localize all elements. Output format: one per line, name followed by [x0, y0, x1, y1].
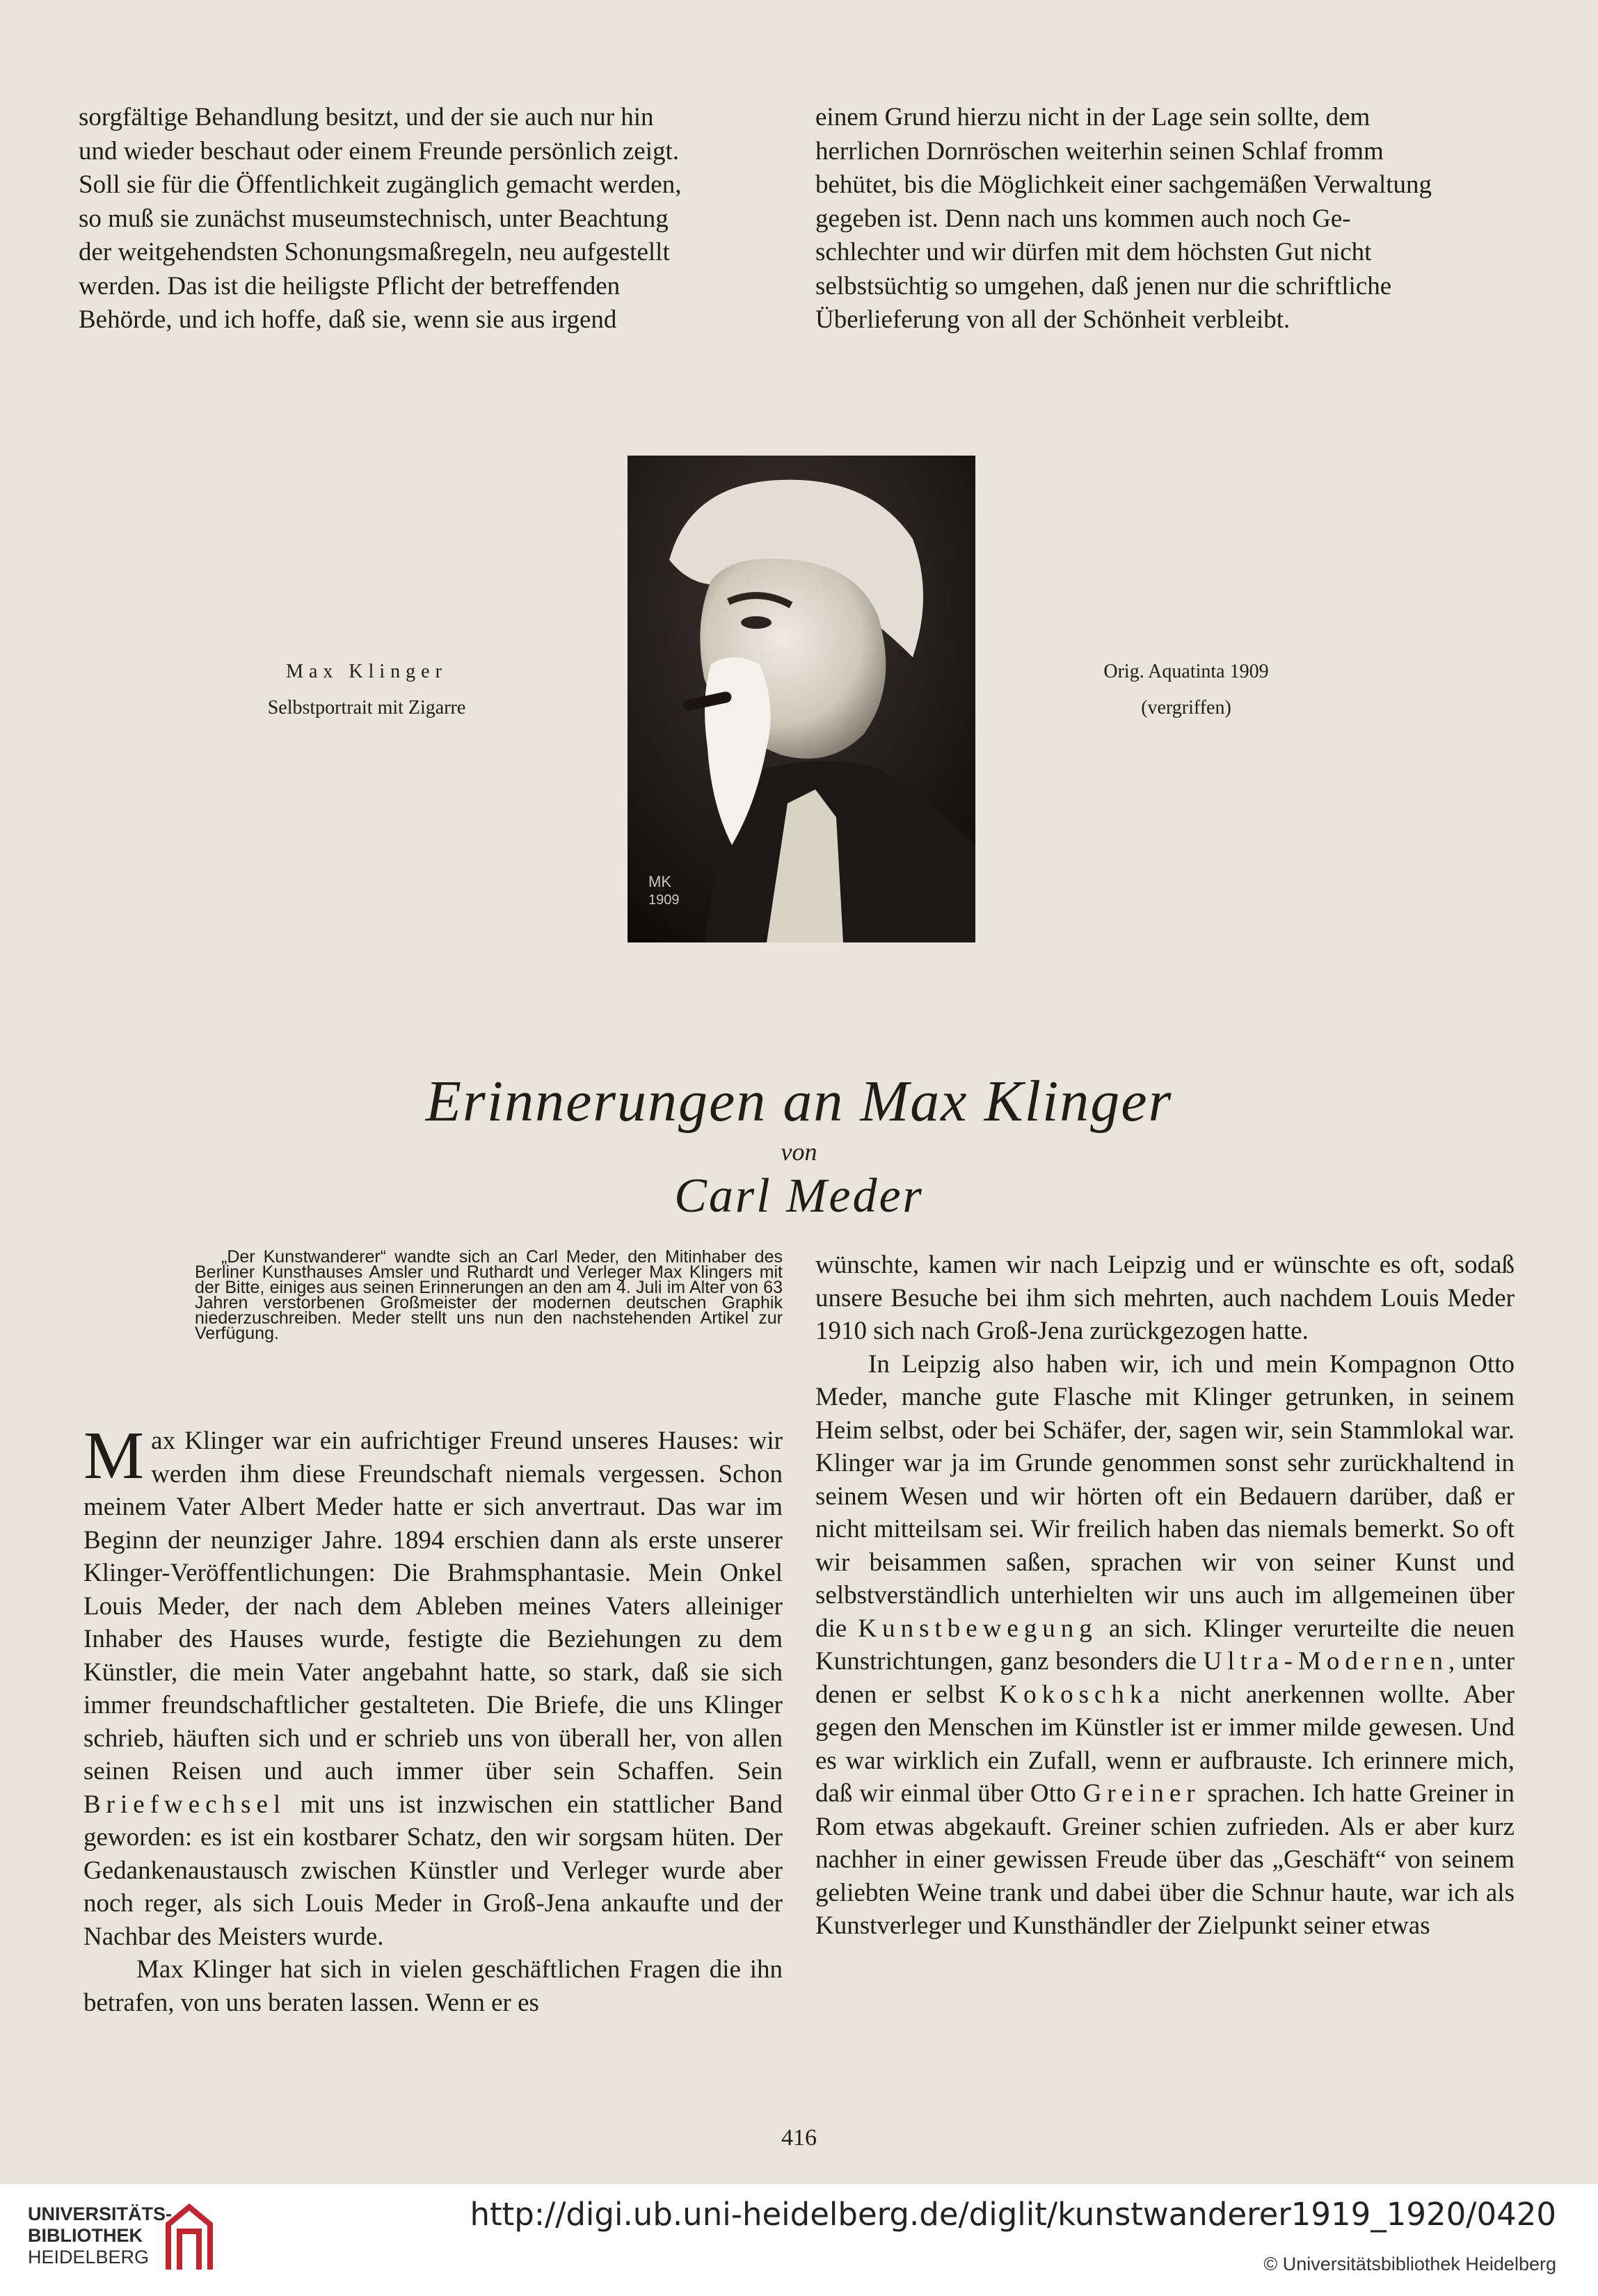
- source-url-link[interactable]: http://digi.ub.uni-heidelberg.de/diglit/kunstwanderer1919_1920/0420: [470, 2196, 1556, 2233]
- emphasis-greiner: Greiner: [1082, 1779, 1201, 1808]
- drop-cap: M: [83, 1418, 145, 1493]
- library-logo-icon: [161, 2203, 217, 2273]
- text-line: gegeben ist. Denn nach uns kommen auch noch Ge-: [815, 204, 1351, 233]
- caption-left: [214, 654, 520, 726]
- editorial-intro-note: „Der Kunstwanderer“ wandte sich an Carl Meder, den Mitinhaber des Berliner Kunsthauses Amsler und Ruthardt und Verleger Max Klingers mit der Bitte, einiges aus seinen Erinnerungen an den am 4. Juli im Alter von 63 Jahren verstorbenen Großmeister der modernen deutschen Graphik niederzuschreiben. Meder stellt uns nun den nachstehenden Artikel zur Verfügung.: [195, 1247, 783, 1343]
- library-name-line: UNIVERSITÄTS-: [28, 2203, 173, 2224]
- library-name-line: BIBLIOTHEK: [28, 2225, 143, 2246]
- page-number: 416: [781, 2125, 817, 2151]
- text-line: Überlieferung von all der Schönheit verbleibt.: [815, 305, 1291, 334]
- body-left-column: [83, 1418, 783, 2019]
- library-name-line: HEIDELBERG: [28, 2247, 150, 2267]
- text-line: so muß sie zunächst museumstechnisch, unter Beachtung: [79, 204, 669, 233]
- top-right-column: [815, 101, 1515, 337]
- text-line: sorgfältige Behandlung besitzt, und der sie auch nur hin: [79, 103, 654, 131]
- monogram-year: 1909: [648, 892, 680, 908]
- text-line: einem Grund hierzu nicht in der Lage sein sollte, dem: [815, 103, 1371, 131]
- copyright-notice: © Universitätsbibliothek Heidelberg: [1263, 2254, 1556, 2274]
- emphasis-kunstbewegung: Kunstbewegung: [858, 1614, 1098, 1643]
- caption-note: (vergriffen): [1141, 697, 1231, 718]
- text-line: schlechter und wir dürfen mit dem höchsten Gut nicht: [815, 238, 1372, 266]
- paragraph-text: sprachen. Ich hatte Greiner in Rom etwas abgekauft. Greiner schien zufrieden. Als er aber kurz nachher in einer gewissen Freude über das „Geschäft“ von seinem geliebten Weine trank und dabei über die Schnur haute, war ich als Kunstverleger und Kunsthändler der Zielpunkt seiner etwas: [815, 1779, 1515, 1940]
- artist-monogram: MK: [648, 873, 671, 890]
- text-line: werden. Das ist die heiligste Pflicht der betreffenden: [79, 271, 621, 300]
- text-line: behütet, bis die Möglichkeit einer sachgemäßen Verwaltung: [815, 170, 1432, 199]
- emphasis-briefwechsel: Briefwechsel: [83, 1790, 287, 1819]
- paragraph-text: ax Klinger war ein aufrichtiger Freund unseres Hauses: wir werden ihm diese Freundschaft niemals vergessen. Schon meinem Vater Albert Meder hatte er sich anvertraut. Das war im Beginn der neunziger Jahre. 1894 erschien dann als erste unserer Klinger-Veröffentlichungen: Die Brahmsphantasie. Mein Onkel Louis Meder, der nach dem Ableben meines Vaters alleiniger Inhaber des Hauses wurde, festigte die Beziehungen zu dem Künstler, die mein Vater angebahnt hatte, so stark, daß sie sich immer freundschaftlicher gestalteten. Die Briefe, die uns Klinger schrieb, häuften sich und er schrieb uns von überall her, von allen seinen Reisen und auch immer über sein Schaffen. Sein: [83, 1427, 783, 1785]
- klinger-self-portrait-image: [628, 456, 975, 942]
- paragraph: [815, 1348, 1515, 1943]
- paragraph-text: , unter denen er selbst: [815, 1647, 1515, 1709]
- caption-artwork-title: Selbstportrait mit Zigarre: [267, 697, 466, 718]
- emphasis-ultra-modernen: Ultra-Modernen: [1203, 1647, 1449, 1676]
- paragraph-text: In Leipzig also haben wir, ich und mein Kompagnon Otto Meder, manche gute Flasche mit Klinger getrunken, in seinem Heim selbst, oder bei Schäfer, der, sagen wir, sein Stammlokal war. Klinger war ja im Grunde genommen sonst sehr zurückhaltend in seinem Wesen und wir hörten oft ein Bedauern darüber, daß er nicht mitteilsam sei. Wir freilich haben das niemals bemerkt. So oft wir beisammen saßen, sprachen wir von seiner Kunst und selbstverständlich unterhielten wir uns auch im allgemeinen über die: [815, 1349, 1515, 1643]
- library-name: [28, 2203, 172, 2268]
- article-author: Carl Meder: [674, 1169, 924, 1223]
- top-left-column: [79, 101, 778, 337]
- emphasis-kokoschka: Kokoschka: [999, 1680, 1165, 1709]
- paragraph-text: an sich. Klinger verurteilte die neuen Kunstrichtungen, ganz besonders die: [815, 1614, 1515, 1676]
- paragraph-text: nicht anerkennen wollte. Aber gegen den Menschen im Künstler ist er immer milde gewesen. Und es war wirklich ein Zufall, wenn er aufbrauste. Ich erinnere mich, daß wir einmal über Otto: [815, 1680, 1515, 1808]
- paragraph: [83, 1418, 783, 1953]
- text-line: und wieder beschaut oder einem Freunde persönlich zeigt.: [79, 136, 680, 166]
- caption-artist-name: Max Klinger: [286, 661, 447, 682]
- text-line: herrlichen Dornröschen weiterhin seinen Schlaf fromm: [815, 136, 1384, 166]
- text-line: der weitgehendsten Schonungsmaßregeln, neu aufgestellt: [79, 238, 670, 266]
- paragraph: wünschte, kamen wir nach Leipzig und er wünschte es oft, sodaß unsere Besuche bei ihm sich mehrten, auch nachdem Louis Meder 1910 sich nach Groß-Jena zurückgezogen hatte.: [815, 1251, 1515, 1345]
- caption-right: [1033, 654, 1339, 726]
- article-title: Erinnerungen an Max Klinger: [425, 1069, 1173, 1134]
- paragraph-text: mit uns ist inzwischen ein stattlicher Band geworden: es ist ein kostbarer Schatz, den wir sorgsam hüten. Der Gedankenaustausch zwischen Künstler und Verleger wurde aber noch reger, als sich Louis Meder in Groß-Jena ankaufte und der Nachbar des Meisters wurde.: [83, 1790, 783, 1951]
- text-line: Behörde, und ich hoffe, daß sie, wenn sie aus irgend: [79, 305, 617, 334]
- caption-technique: Orig. Aquatinta 1909: [1103, 661, 1269, 682]
- paragraph: Max Klinger hat sich in vielen geschäftlichen Fragen die ihn betrafen, von uns beraten lassen. Wenn er es: [83, 1955, 783, 2017]
- text-line: selbstsüchtig so umgehen, daß jenen nur die schriftliche: [815, 271, 1392, 300]
- portrait-plate: [628, 456, 975, 942]
- text-line: Soll sie für die Öffentlichkeit zugänglich gemacht werden,: [79, 170, 682, 199]
- body-right-column: [815, 1249, 1515, 1943]
- byline-von: von: [781, 1138, 817, 1166]
